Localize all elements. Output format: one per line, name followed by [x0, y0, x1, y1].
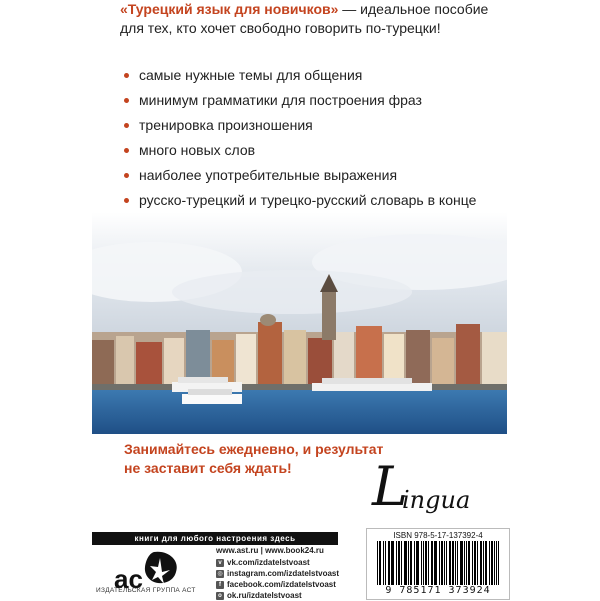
barcode-bar — [423, 541, 424, 585]
svg-text:ac: ac — [114, 564, 143, 594]
barcode-bar — [439, 541, 440, 585]
barcode-box — [366, 528, 510, 600]
barcode-image — [377, 541, 499, 585]
barcode-bar — [428, 541, 429, 585]
intro-text: — идеальное пособие для тех, кто хочет свободно говорить по-турецки! — [120, 1, 489, 36]
barcode-bar — [377, 541, 378, 585]
barcode-bar — [460, 541, 461, 585]
barcode-bar — [453, 541, 454, 585]
barcode-bar — [441, 541, 442, 585]
intro-paragraph — [120, 0, 500, 38]
feature-item: минимум грамматики для построения фраз — [124, 91, 514, 109]
barcode-bar — [496, 541, 497, 585]
social-instagram[interactable]: ◎ instagram.com/izdatelstvoast — [217, 569, 340, 578]
barcode-bar — [398, 541, 399, 585]
barcode-bar — [450, 541, 451, 585]
barcode-bar — [483, 541, 484, 585]
barcode-bar — [455, 541, 456, 585]
barcode-bar — [416, 541, 417, 585]
barcode-bar — [383, 541, 384, 585]
publisher-caption: ИЗДАТЕЛЬСКАЯ ГРУППА АСТ — [96, 587, 196, 594]
barcode-bar — [457, 541, 458, 585]
barcode-bar — [435, 541, 436, 585]
barcode-bar — [444, 541, 445, 585]
barcode-bar — [489, 541, 490, 585]
facebook-icon: f — [216, 581, 224, 589]
barcode-bar — [472, 541, 473, 585]
barcode-bar — [442, 541, 443, 585]
barcode-bar — [452, 541, 453, 585]
barcode-bar — [431, 541, 432, 585]
publisher-tagline: книги для любого настроения здесь — [92, 532, 338, 545]
social-facebook[interactable]: f facebook.com/izdatelstvoast — [216, 579, 366, 590]
barcode-bar — [418, 541, 419, 585]
barcode-bar — [494, 541, 495, 585]
barcode-bar — [475, 541, 476, 585]
instagram-icon: ◎ — [217, 570, 223, 577]
barcode-digits: 9 785171 373924 — [385, 585, 491, 596]
book-title-highlight: «Турецкий язык для новичков» — [120, 1, 339, 17]
barcode-bar — [449, 541, 450, 585]
barcode-bar — [464, 541, 465, 585]
istanbul-skyline-photo — [92, 212, 507, 434]
feature-item: тренировка произношения — [124, 116, 514, 134]
ok-icon: o — [216, 592, 224, 600]
barcode-bar — [492, 541, 493, 585]
barcode-bar — [474, 541, 475, 585]
barcode-bar — [396, 541, 397, 585]
barcode-bar — [432, 541, 433, 585]
barcode-bar — [436, 541, 437, 585]
barcode-bar — [379, 541, 380, 585]
feature-item: наиболее употребительные выражения — [124, 166, 514, 184]
feature-item: русско-турецкий и турецко-русский словарь в конце — [124, 191, 514, 227]
barcode-bar — [408, 541, 409, 585]
barcode-bar — [426, 541, 427, 585]
feature-item: самые нужные темы для общения — [124, 66, 514, 84]
barcode-bar — [421, 541, 422, 585]
barcode-bar — [486, 541, 487, 585]
barcode-bar — [414, 541, 415, 585]
barcode-bar — [411, 541, 412, 585]
publisher-sites[interactable]: www.ast.ru | www.book24.ru — [216, 546, 324, 555]
barcode-bar — [491, 541, 492, 585]
barcode-bar — [417, 541, 418, 585]
barcode-bar — [434, 541, 435, 585]
bullet-icon — [124, 98, 129, 103]
barcode-bar — [380, 541, 381, 585]
barcode-bar — [468, 541, 469, 585]
barcode-bar — [477, 541, 478, 585]
feature-item: много новых слов — [124, 141, 514, 159]
barcode-bar — [389, 541, 390, 585]
barcode-bar — [391, 541, 392, 585]
barcode-bar — [399, 541, 400, 585]
barcode-bar — [480, 541, 481, 585]
social-vk[interactable]: v vk.com/izdatelstvoast — [216, 557, 366, 568]
barcode-bar — [446, 541, 447, 585]
barcode-bar — [404, 541, 405, 585]
barcode-bar — [410, 541, 411, 585]
vk-icon: v — [216, 559, 224, 567]
bullet-icon — [124, 123, 129, 128]
feature-list — [124, 66, 514, 234]
social-ok[interactable]: o ok.ru/izdatelstvoast — [216, 590, 366, 601]
barcode-bar — [388, 541, 389, 585]
isbn-number: ISBN 978-5-17-137392-4 — [393, 531, 483, 540]
barcode-bar — [485, 541, 486, 585]
barcode-bar — [469, 541, 470, 585]
publisher-links — [216, 546, 366, 601]
barcode-bar — [385, 541, 386, 585]
lingua-logo: L ingua — [372, 455, 471, 518]
barcode-bar — [401, 541, 402, 585]
barcode-bar — [406, 541, 407, 585]
barcode-bar — [392, 541, 393, 585]
bullet-icon — [124, 198, 129, 203]
bullet-icon — [124, 148, 129, 153]
barcode-bar — [425, 541, 426, 585]
slogan: Занимайтесь ежедневно, и результат не заставит себя ждать! — [124, 441, 384, 476]
barcode-bar — [462, 541, 463, 585]
barcode-bar — [405, 541, 406, 585]
barcode-bar — [461, 541, 462, 585]
barcode-bar — [498, 541, 499, 585]
barcode-bar — [466, 541, 467, 585]
barcode-bar — [393, 541, 394, 585]
barcode-bar — [481, 541, 482, 585]
bullet-icon — [124, 73, 129, 78]
bullet-icon — [124, 173, 129, 178]
